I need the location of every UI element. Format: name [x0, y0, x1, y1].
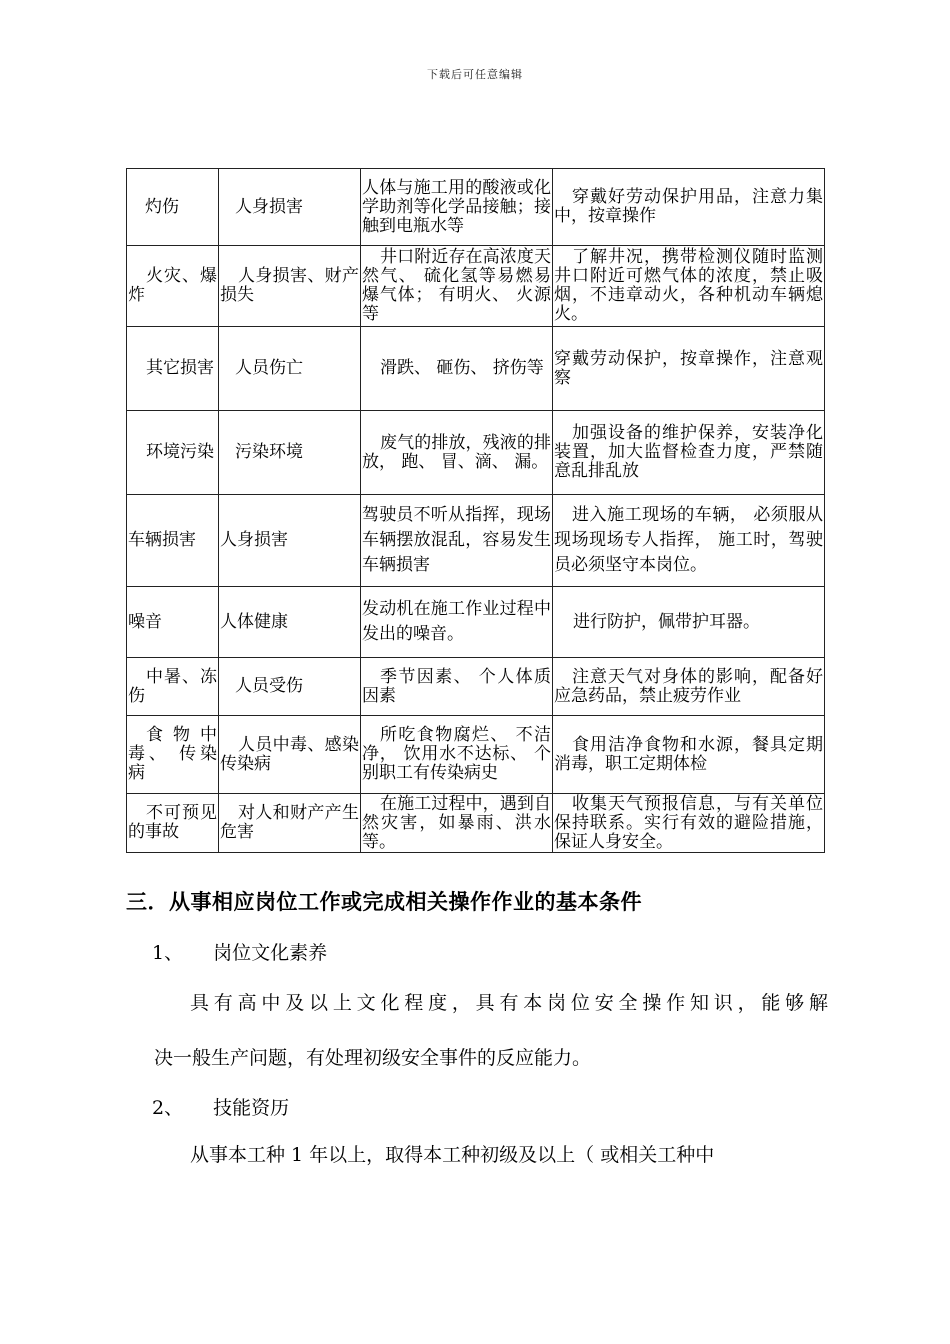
cause-cell: 所吃食物腐烂、 不洁净， 饮用水不达标、 个别职工有传染病史	[361, 716, 553, 794]
subsection-2	[152, 1093, 289, 1120]
consequence-cell: 对人和财产产生危害	[219, 794, 361, 853]
subsection-1	[152, 938, 327, 965]
subsection-1-label: 岗位文化素养	[213, 942, 328, 964]
hazard-cell: 火灾、爆炸	[127, 246, 219, 327]
cause-cell: 滑跌、 砸伤、 挤伤等	[361, 327, 553, 411]
hazard-cell: 噪音	[127, 587, 219, 658]
measure-cell: 注意天气对身体的影响，配备好应急药品，禁止疲劳作业	[553, 658, 825, 716]
table-row	[127, 716, 825, 794]
measure-cell: 进入施工现场的车辆， 必须服从现场现场专人指挥， 施工时，驾驶员必须坚守本岗位。	[553, 495, 825, 587]
hazard-cell: 中暑、冻伤	[127, 658, 219, 716]
subsection-2-label: 技能资历	[213, 1097, 290, 1119]
table-row	[127, 327, 825, 411]
paragraph-1-line-2: 决一般生产问题，有处理初级安全事件的反应能力。	[154, 1047, 592, 1069]
hazard-cell: 环境污染	[127, 411, 219, 495]
subsection-1-number: 1、	[152, 942, 184, 964]
measure-cell: 加强设备的维护保养，安装净化装置，加大监督检查力度，严禁随意乱排乱放	[553, 411, 825, 495]
hazard-cell: 灼伤	[127, 169, 219, 246]
hazard-cell: 不可预见的事故	[127, 794, 219, 853]
cause-cell: 在施工过程中，遇到自然灾害，如暴雨、洪水等。	[362, 793, 551, 852]
table-row	[127, 495, 825, 587]
cause-cell: 井口附近存在高浓度天然气、 硫化氢等易燃易爆气体； 有明火、 火源等	[361, 246, 553, 327]
hazard-cell: 车辆损害	[127, 495, 219, 587]
subsection-2-number: 2、	[152, 1097, 184, 1119]
page-header-note: 下载后可任意编辑	[427, 68, 523, 81]
table-row	[127, 794, 825, 853]
table-row	[127, 169, 825, 246]
hazard-cell: 其它损害	[127, 327, 219, 411]
measure-cell: 收集天气预报信息，与有关单位保持联系。实行有效的避险措施，保证人身安全。	[554, 793, 823, 852]
cause-cell: 发动机在施工作业过程中发出的噪音。	[361, 587, 553, 658]
consequence-cell: 人身损害	[219, 495, 361, 587]
cause-cell: 废气的排放，残液的排放， 跑、 冒、滴、 漏。	[361, 411, 553, 495]
table-row	[127, 658, 825, 716]
table-row	[127, 411, 825, 495]
cause-cell: 驾驶员不听从指挥，现场车辆摆放混乱，容易发生车辆损害	[361, 495, 553, 587]
cause-cell: 人体与施工用的酸液或化学助剂等化学品接触；接触到电瓶水等	[361, 169, 553, 246]
measure-cell: 进行防护，佩带护耳器。	[553, 587, 825, 658]
paragraph-1-line-1: 具有高中及以上文化程度，具有本岗位安全操作知识，能够解	[190, 992, 828, 1014]
hazard-cell: 食物中毒、 传染病	[127, 716, 219, 794]
consequence-cell: 人体健康	[219, 587, 361, 658]
hazard-table	[126, 168, 825, 853]
consequence-cell: 人员受伤	[219, 658, 361, 716]
table-row	[127, 587, 825, 658]
consequence-cell: 人身损害、财产损失	[219, 246, 361, 327]
consequence-cell: 人员伤亡	[219, 327, 361, 411]
paragraph-2-line-1: 从事本工种 1 年以上，取得本工种初级及以上（ 或相关工种中	[190, 1144, 715, 1166]
consequence-cell: 污染环境	[219, 411, 361, 495]
table-row	[127, 246, 825, 327]
section-title: 三．从事相应岗位工作或完成相关操作作业的基本条件	[126, 889, 642, 914]
measure-cell: 食用洁净食物和水源，餐具定期消毒，职工定期体检	[553, 716, 825, 794]
consequence-cell: 人身损害	[219, 169, 361, 246]
consequence-cell: 人员中毒、感染传染病	[219, 716, 361, 794]
measure-cell: 穿戴劳动保护，按章操作，注意观察	[553, 327, 825, 411]
measure-cell: 了解井况，携带检测仪随时监测井口附近可燃气体的浓度，禁止吸烟，不违章动火，各种机动车辆熄火。	[553, 246, 825, 327]
measure-cell: 穿戴好劳动保护用品，注意力集中，按章操作	[553, 169, 825, 246]
cause-cell: 季节因素、 个人体质因素	[361, 658, 553, 716]
